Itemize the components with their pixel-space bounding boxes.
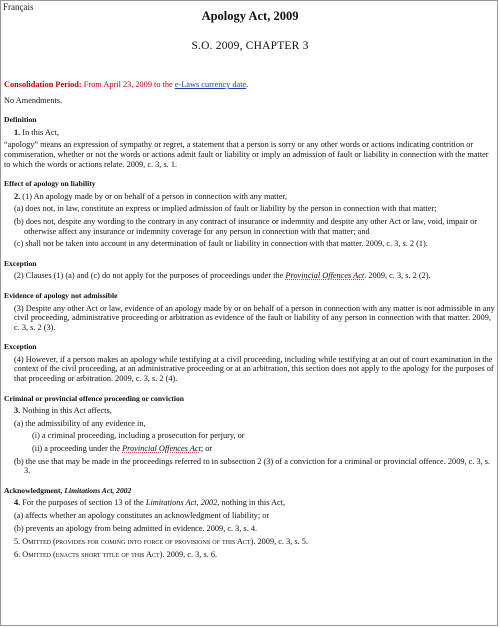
section-1	[4, 128, 496, 138]
section-3	[4, 406, 496, 416]
section-6-text: Omitted (enacts short title of this Act).	[20, 549, 165, 559]
consolidation-end: .	[246, 80, 249, 89]
section-3-text: Nothing in this Act affects,	[20, 406, 112, 416]
currency-date-link[interactable]: e-Laws currency date	[174, 80, 247, 89]
subclause-3a-ii-end: ; or	[200, 444, 213, 454]
section-number: 2.	[14, 191, 21, 201]
consolidation-label: Consolidation Period:	[4, 80, 82, 89]
section-6-cite: 2009, c. 3, s. 6.	[164, 549, 218, 559]
consolidation-period	[4, 80, 496, 90]
document-body	[4, 80, 496, 559]
clause-3a: (a) the admissibility of any evidence in,	[14, 418, 146, 428]
language-link[interactable]: Français	[3, 2, 34, 12]
subsection-2-3: (3) Despite any other Act or law, evidence of an apology made by or on behalf of a person in connection with any matter is not admissible in any civil proceeding, administrative proceeding or arbitration as evidence of the fault or liability of any person in connection with that matter. 2009, c. 3, s. 2 (3).	[14, 303, 495, 332]
section-4	[4, 498, 496, 508]
subclause-3a-i: (i) a criminal proceeding, including a prosecution for perjury, or	[32, 431, 245, 441]
heading-criminal: Criminal or provincial offence proceeding or conviction	[4, 393, 184, 403]
heading-acknowledgment	[4, 486, 496, 496]
subclause-3a-ii-text: (ii) a proceeding under the	[32, 444, 123, 454]
section-number: 4.	[14, 498, 21, 508]
heading-acknowledgment-text: Acknowledgment,	[4, 485, 65, 495]
heading-exception-2: Exception	[4, 342, 37, 352]
consolidation-text: From April 23, 2009 to the	[81, 80, 175, 89]
section-5	[4, 537, 496, 547]
subsection-2-2-text: (2) Clauses (1) (a) and (c) do not apply for the purposes of proceedings under the	[14, 271, 286, 281]
heading-definition: Definition	[4, 115, 37, 125]
section-number: 3.	[14, 406, 21, 416]
page-title: Apology Act, 2009	[201, 9, 299, 23]
act-reference: Limitations Act, 2002	[145, 498, 218, 508]
section-5-text: Omitted (provides for coming into force of provisions of this Act).	[20, 537, 256, 547]
section-4-end: , nothing in this Act,	[217, 498, 286, 508]
section-2-text: (1) An apology made by or on behalf of a person in connection with any matter,	[20, 191, 287, 201]
section-5-cite: 2009, c. 3, s. 5.	[255, 537, 308, 547]
clause-2a: (a) does not, in law, constitute an express or implied admission of fault or liability by the person in connection with that matter;	[14, 204, 437, 214]
chapter-title: S.O. 2009, CHAPTER 3	[191, 40, 309, 52]
subclause-3a-ii	[4, 444, 496, 454]
heading-acknowledgment-act: Limitations Act, 2002	[64, 485, 132, 495]
amendments-note: No Amendments.	[4, 95, 63, 105]
section-1-text: In this Act,	[20, 127, 59, 137]
section-number: 1.	[14, 127, 21, 137]
subsection-2-2	[4, 271, 496, 281]
act-reference: Provincial Offences Act	[122, 444, 201, 454]
section-number: 6.	[14, 549, 21, 559]
heading-evidence: Evidence of apology not admissible	[4, 290, 118, 300]
section-4-text: For the purposes of section 13 of the	[20, 498, 146, 508]
clause-2b: (b) does not, despite any wording to the contrary in any contract of insurance or indemnity and despite any other Act or law, void, impair or otherwise affect any insurance or indemnity coverage for any person in connection with that matter; and	[14, 216, 478, 236]
clause-4b: (b) prevents an apology from being admitted in evidence. 2009, c. 3, s. 4.	[14, 523, 258, 533]
section-6	[4, 550, 496, 560]
section-number: 5.	[14, 537, 21, 547]
section-2	[4, 192, 496, 202]
clause-2c: (c) shall not be taken into account in any determination of fault or liability in connection with that matter. 2009, c. 3, s. 2 (1).	[14, 239, 428, 249]
heading-exception-1: Exception	[4, 258, 37, 268]
heading-effect: Effect of apology on liability	[4, 179, 96, 189]
subsection-2-2-cite: . 2009, c. 3, s. 2 (2).	[364, 271, 431, 281]
subsection-2-4: (4) However, if a person makes an apology while testifying at a civil proceeding, including while testifying at an out of court examination in the context of the civil proceeding, at an administrative proceeding or at an arbitration, this section does not apply to the apology for the purposes of that proceeding or arbitration. 2009, c. 3, s. 2 (4).	[14, 354, 494, 384]
clause-4a: (a) affects whether an apology constitutes an acknowledgment of liability; or	[14, 511, 270, 520]
act-reference: Provincial Offences Act	[285, 271, 365, 281]
apology-definition: “apology” means an expression of sympathy or regret, a statement that a person is sorry or any other words or actions indicating contrition or commiseration, whether or not the words or actions admit fault or liability or imply an admission of fault or liability in connection with the matter to which the words or actions relate. 2009, c. 3, s. 1.	[4, 140, 489, 169]
clause-3b: (b) the use that may be made in the proceedings referred to in subsection 2 (3) of a conviction for a criminal or provincial offence. 2009, c. 3, s. 3.	[14, 456, 491, 476]
